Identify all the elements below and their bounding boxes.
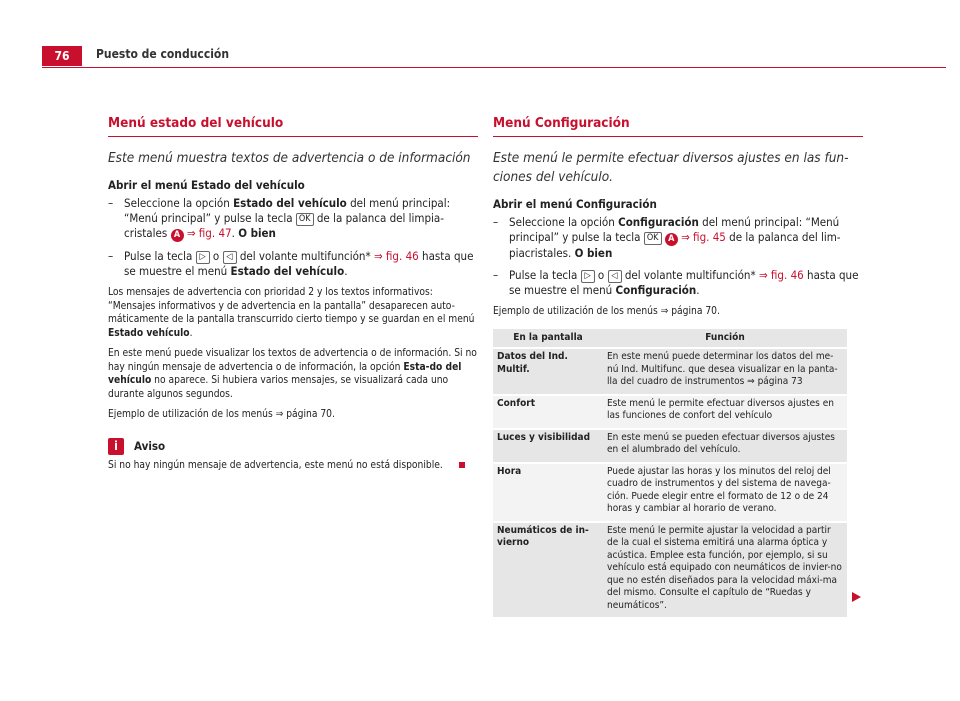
running-header: Puesto de conducción	[96, 47, 230, 61]
paragraph: Los mensajes de advertencia con prioridad 2 y los textos informativos: “Mensajes informativos y de advertencia en la pantalla” desaparecen auto-máticamente de la pantalla transcurrido cierto tiempo y se guardan en el menú Estado vehículo.	[108, 287, 475, 339]
table-row: Confort Este menú le permite efectuar diversos ajustes en las funciones de confort del vehículo	[493, 395, 847, 429]
note-box-title: i Aviso	[108, 438, 478, 455]
step-item: – Seleccione la opción Estado del vehículo del menú principal: “Menú principal” y pulse la tecla OK de la palanca del limpia-cristales A ⇒ fig. 47. O bien	[108, 196, 451, 240]
left-arrow-key-icon: ◁	[223, 251, 237, 264]
step-item: – Pulse la tecla ▷ o ◁ del volante multifunción* ⇒ fig. 46 hasta que se muestre el menú Estado del vehículo.	[108, 249, 474, 278]
figure-link[interactable]: ⇒ fig. 45	[681, 230, 726, 244]
table-row: Hora Puede ajustar las horas y los minutos del reloj del cuadro de instrumentos y del sistema de navega-ción. Puede elegir entre el formato de 12 o de 24 horas y cambiar al horario de verano.	[493, 463, 847, 522]
page-number: 76	[42, 46, 82, 66]
right-column	[493, 116, 863, 619]
table-header: En la pantalla	[493, 329, 603, 349]
right-arrow-key-icon: ▷	[581, 270, 595, 283]
header-rule	[42, 67, 946, 68]
table-row: Datos del Ind. Multif. En este menú puede determinar los datos del me-nú Ind. Multifunc. que desea visualizar en la panta-lla del cuadro de instrumentos ⇒ página 73	[493, 348, 847, 395]
right-arrow-key-icon: ▷	[196, 251, 210, 264]
subheading: Abrir el menú Estado del vehículo	[108, 178, 305, 192]
continue-arrow-icon	[852, 592, 861, 602]
section-lead: Este menú muestra textos de advertencia o de información	[108, 150, 471, 166]
ok-key: OK	[644, 232, 662, 245]
step-item: – Seleccione la opción Configuración del menú principal: “Menú principal” y pulse la tecla OK A ⇒ fig. 45 de la palanca del lim-piacristales. O bien	[493, 215, 841, 260]
table-header: Función	[603, 329, 847, 349]
paragraph: En este menú puede visualizar los textos de advertencia o de información. Si no hay ningún mensaje de advertencia o de información, la opción Esta-do del vehículo no aparece. Si hubiera varios mensajes, se visualizará cada uno durante algunos segundos.	[108, 348, 477, 400]
table-row: Neumáticos de in-vierno Este menú le permite ajustar la velocidad a partir de la cual el sistema emitirá una alarma óptica y acústica. Emplee esta función, por ejemplo, si su vehículo está equipado con neumáticos de invier-no que no estén diseñados para la velocidad máxi-ma del mismo. Consulte el capítulo de “Ruedas y neumáticos”.	[493, 522, 847, 619]
callout-marker: A	[665, 233, 678, 246]
callout-marker: A	[171, 229, 184, 242]
section-heading: Menú estado del vehículo	[108, 116, 478, 137]
info-note-icon: i	[108, 438, 124, 455]
section-lead: Este menú le permite efectuar diversos ajustes en las fun-ciones del vehículo.	[493, 150, 849, 185]
page-reference: Ejemplo de utilización de los menús ⇒ página 70.	[493, 306, 720, 317]
end-of-section-icon	[459, 462, 465, 468]
figure-link[interactable]: ⇒ fig. 46	[758, 268, 804, 282]
left-arrow-key-icon: ◁	[608, 270, 622, 283]
table-row: Luces y visibilidad En este menú se pueden efectuar diversos ajustes en el alumbrado del vehículo.	[493, 429, 847, 463]
subheading: Abrir el menú Configuración	[493, 197, 657, 211]
left-column	[108, 116, 478, 479]
note-text: Si no hay ningún mensaje de advertencia, este menú no está disponible.	[108, 459, 478, 473]
page-reference: Ejemplo de utilización de los menús ⇒ página 70.	[108, 409, 335, 420]
settings-table	[493, 329, 847, 620]
ok-key: OK	[296, 213, 314, 226]
figure-link[interactable]: ⇒ fig. 47	[186, 226, 232, 240]
step-item: – Pulse la tecla ▷ o ◁ del volante multifunción* ⇒ fig. 46 hasta que se muestre el menú Configuración.	[493, 268, 859, 297]
section-heading: Menú Configuración	[493, 116, 863, 137]
figure-link[interactable]: ⇒ fig. 46	[373, 249, 419, 263]
